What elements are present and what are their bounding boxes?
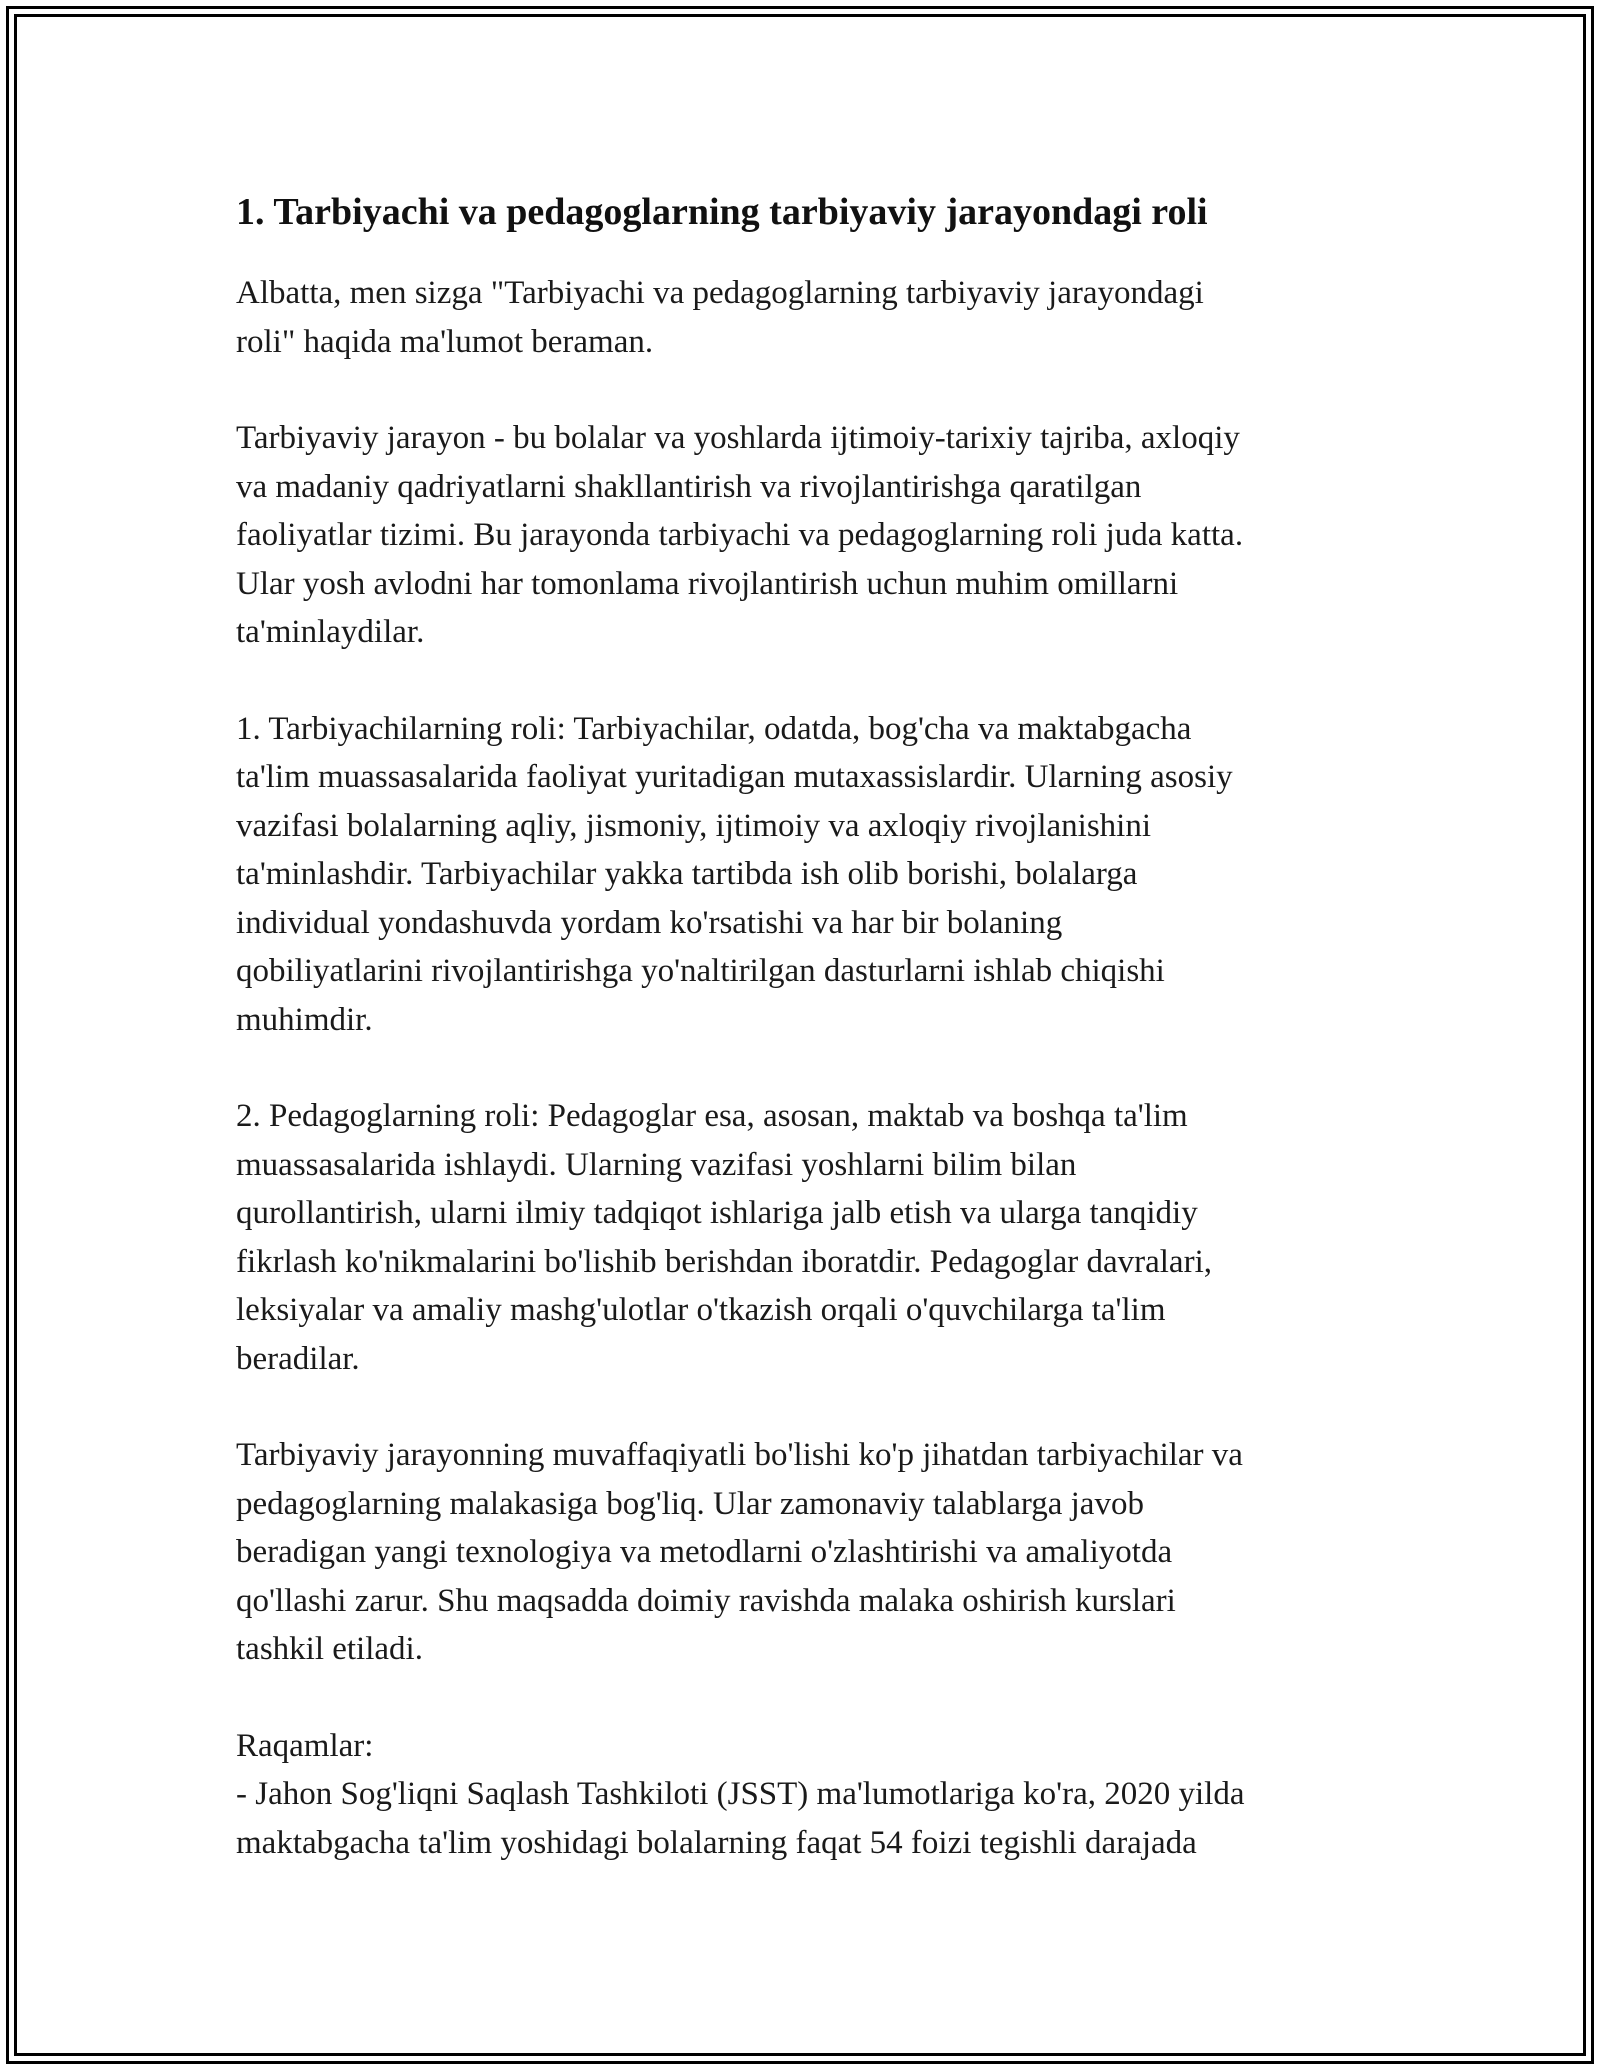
paragraph-numbers: Raqamlar: - Jahon Sog'liqni Saqlash Tashkiloti (JSST) ma'lumotlariga ko'ra, 2020 yilda maktabgacha ta'lim yoshidagi bolalarning faqat 54 foizi tegishli darajada [236,1727,1245,1861]
document-body [236,187,1386,1867]
paragraph-intro: Albatta, men sizga "Tarbiyachi va pedagoglarning tarbiyaviy jarayondagi roli" haqida ma'lumot beraman. [236,275,1204,360]
paragraph-pedagoglar-role: 2. Pedagoglarning roli: Pedagoglar esa, asosan, maktab va boshqa ta'lim muassasalarida ishlaydi. Ularning vazifasi yoshlarni bilim bilan qurollantirish, ularni ilmiy tadqiqot ishlariga jalb etish va ularga tanqidiy fikrlash ko'nikmalarini bo'lishib berishdan iboratdir. Pedagoglar davralari, leksiyalar va amaliy mashg'ulotlar o'tkazish orqali o'quvchilarga ta'lim beradilar. [236,1098,1212,1377]
paragraph-tarbiyachilar-role: 1. Tarbiyachilarning roli: Tarbiyachilar, odatda, bog'cha va maktabgacha ta'lim muassasalarida faoliyat yuritadigan mutaxassislardir. Ularning asosiy vazifasi bolalarning aqliy, jismoniy, ijtimoiy va axloqiy rivojlanishini ta'minlashdir. Tarbiyachilar yakka tartibda ish olib borishi, bolalarga individual yondashuvda yordam ko'rsatishi va har bir bolaning qobiliyatlarini rivojlantirishga yo'naltirilgan dasturlarni ishlab chiqishi muhimdir. [236,710,1233,1038]
paragraph-definition: Tarbiyaviy jarayon - bu bolalar va yoshlarda ijtimoiy-tarixiy tajriba, axloqiy va madaniy qadriyatlarni shakllantirish va rivojlantirishga qaratilgan faoliyatlar tizimi. Bu jarayonda tarbiyachi va pedagoglarning roli juda katta. Ular yosh avlodni har tomonlama rivojlantirish uchun muhim omillarni ta'minlaydilar. [236,420,1244,650]
document-title: 1. Tarbiyachi va pedagoglarning tarbiyaviy jarayondagi roli [236,191,1208,233]
paragraph-success: Tarbiyaviy jarayonning muvaffaqiyatli bo'lishi ko'p jihatdan tarbiyachilar va pedagoglarning malakasiga bog'liq. Ular zamonaviy talablarga javob beradigan yangi texnologiya va metodlarni o'zlashtirishi va amaliyotda qo'llashi zarur. Shu maqsadda doimiy ravishda malaka oshirish kurslari tashkil etiladi. [236,1437,1243,1667]
